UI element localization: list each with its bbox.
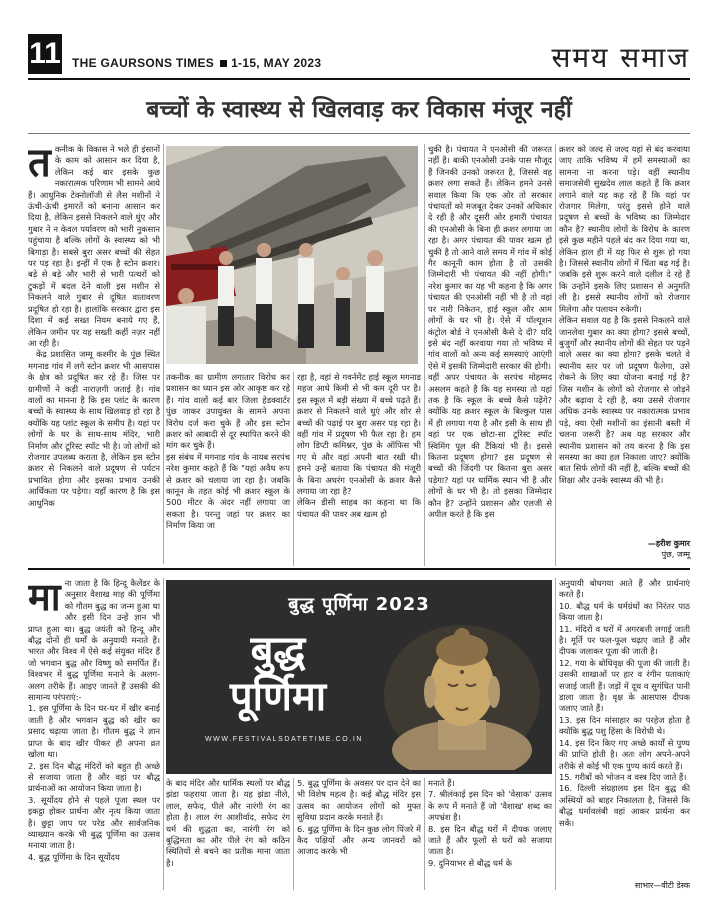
buddha-icon — [378, 620, 546, 770]
column-divider — [424, 144, 425, 566]
article1-col4-text: चुकी है। पंचायत ने एनओसी की जरूरत नहीं है। बाकी एनओसी उनके पास मौजूद हैं जिनकी उनको जरूरत है, जिससे वह क्रशर लगा सकते हैं। लेकिन हमने उनसे सवाल किया कि एक ओर तो सरकार पंचायतों को मजबूत देकर उनको अधिकार दे रही है और दूसरी ओर हमारी पंचायत की एनओसी के बिना ही क्रशर लगाया जा रहा है। अगर पंचायत की पावर खत्म हो चुकी है तो आने वाले समय में गांव में कोई गैर कानूनी काम होता है तो उसकी जिम्मेदारी भी पंचायत की नहीं होगी।" नरेश कुमार का यह भी कहना है कि अगर पंचायत की एनओसी नहीं भी है तो वहां पर नारी निकेतन, हाई स्कूल और आम लोगों के घर भी है। ऐसे में पॉल्यूशन कंट्रोल बोर्ड ने एनओसी कैसे दे दी? यदि इसे बंद नहीं करवाया गया तो भविष्य में गांव वालों को अन्य कई समस्याएं आएंगी ऐसे में इसकी जिम्मेदारी सरकार की होगी। वहीं अपर पंचायत के सरपंच मोहम्मद असलम कहते हैं कि यह समस्या तो यहां तक है कि स्कूल के बच्चे कैसे पढ़ेंगे? क्योंकि यह क्रशर स्कूल के बिल्कुल पास में ही लगाया गया है और इसी के साथ ही वहां पर एक छोटा-सा टूरिस्ट स्पॉट स्विमिंग पूल की टैंकियां भी है। इससे कितना प्रदूषण होगा? इस प्रदूषण से बच्चों की जिंदगी पर कितना बुरा असर पड़ेगा? यहां पर धार्मिक स्थान भी है और लोगों के घर भी है। तो इसका जिम्मेदार कौन है? उन्होंने प्रशासन और एलजी से अपील करते है कि इस — [428, 144, 552, 519]
header-divider — [28, 78, 690, 80]
article1-column-3 — [297, 372, 421, 566]
article1-column-5 — [559, 144, 690, 536]
page-number: 11 — [28, 34, 62, 74]
article2-column-3 — [297, 778, 421, 890]
article1-col1-text: कनीक के विकास ने भले ही इंसानों के काम को आसान कर दिया है, लेकिन कई बार इसके कुछ नकारात्मक परिणाम भी सामने आये हैं। आधुनिक टेक्नोलॉजी से लैस मशीनों ने ऊंची-ऊंची इमारतें को बनाना आसान कर दिया है, लेकिन इससे निकलने वाले धुंए और गुबार ने न केवल पर्यावरण को भारी नुकसान पहुंचाया है बल्कि लोगों के स्वास्थ्य को भी बिगाड़ा है। सबसे बुरा असर बच्चों की सेहत पर पड़ रहा है। इन्हीं में एक है स्टोन क्रशर। बड़े से बड़े और भारी से भारी पत्थरों को टुकड़ों में बदल देने वाली इस मशीन से निकलने वाले गुबार से दूषित वातावरण प्रदूषित हो रहा है। हालांकि सरकार द्वारा इस दिशा में कई सख्त नियम बनाये गए हैं, लेकिन जमीन पर यह सख्ती कहीं नज़र नहीं आ रही है। — [28, 144, 160, 348]
drop-cap: मा — [28, 578, 61, 619]
article1-column-1 — [28, 144, 160, 566]
square-bullet-icon — [220, 60, 227, 67]
banner-url: WWW.FESTIVALSDATETIME.CO.IN — [204, 736, 364, 743]
article-credit: साभार—वीटी डेस्क — [634, 881, 690, 890]
column-divider — [424, 778, 425, 890]
masthead — [72, 56, 321, 70]
photo-illustration — [166, 146, 418, 364]
article1-column-4 — [428, 144, 552, 566]
banner-line-2: पूर्णिमा — [229, 673, 327, 720]
article1-col5-text: क्रशर को जल्द से जल्द यहां से बंद करवाया जाए ताकि भविष्य में हमें समस्याओं का सामना ना करना पड़े। वहीं स्थानीय समाजसेवी सुखदेव लाल कहते हैं कि क्रशर लगाने वाले यह कह रहे हैं कि यहां पर रोजगार मिलेगा, परंतु इससे होने वाले प्रदूषण से बच्चों के भविष्य का जिम्मेदार कौन है? स्थानीय लोगों के विरोध के कारण इसे कुछ महीने पहले बंद कर दिया गया था, लेकिन हाल ही में यह फिर से शुरू हो गया है। जिससे स्थानीय लोगों में चिंता बढ़ गई है। जबकि इसे शुरू करने वाले दलील दे रहे हैं कि उन्होंने इसके लिए प्रशासन से अनुमति ली है। इससे स्थानीय लोगों को रोजगार मिलेगा और पलायन रुकेगी। लेकिन सवाल यह है कि इससे निकलने वाले जानलेवा गुबार का क्या होगा? इससे बच्चों, बुजुर्गों और स्थानीय लोगों की सेहत पर पड़ने वाले असर का क्या होगा? इसके चलते वे स्थानीय स्तर पर जो प्रदूषण फैलेगा, उसे रोकने के लिए क्या योजना बनाई गई है? जिस मशीन के लोगों को रोजगार से जोड़ने और बढ़ावा दे रही है, क्या उससे रोजगार अधिक उनके स्वास्थ्य पर नकारात्मक प्रभाव पड़े, क्या ऐसी मशीनों का इंसानी बस्ती में चलना जरूरी है? अब यह सरकार और स्थानीय प्रशासन को तय करना है कि इस समस्या का क्या हल निकाला जाए? क्योंकि बात सिर्फ लोगों की नहीं है, बल्कि बच्चों की शिक्षा और उनके स्वास्थ्य की भी है। — [559, 144, 690, 485]
author-byline — [556, 538, 690, 560]
column-divider — [555, 144, 556, 566]
article2-column-4 — [428, 778, 552, 890]
headline-divider — [28, 133, 690, 134]
author-place: पुंछ, जम्मू — [661, 550, 690, 559]
banner-headline — [188, 628, 368, 720]
article-headline: बच्चों के स्वास्थ्य से खिलवाड़ कर विकास मंजूर नहीं — [146, 97, 572, 123]
drop-cap: त — [28, 144, 51, 186]
column-divider — [163, 144, 164, 564]
article1-column-2 — [166, 372, 290, 566]
paper-name: THE GAURSONS TIMES — [72, 56, 215, 70]
article2-col3-text: 5. बुद्ध पूर्णिमा के अवसर पर दान देने का भी विशेष महत्व है। कई बौद्ध मंदिर इस उत्सव का आयोजन लोगों को मुफ्त सुविधा प्रदान करके मनाते हैं। 6. बुद्ध पूर्णिमा के दिन कुछ लोग पिंजरे में कैद पक्षियों और अन्य जानवरों को आजाद करके भी — [297, 778, 421, 857]
column-divider — [293, 778, 294, 890]
article1-col3-text: रहा है, वहां से गवर्नमेंट हाई स्कूल मगनाड महज आधे किमी से भी कम दूरी पर है। इस स्कूल में बड़ी संख्या में बच्चे पढ़ते हैं। क्रशर से निकलने वाले धुएं और शोर से बच्चों की पढ़ाई पर बुरा असर पड़ रहा है। वहीं गांव में प्रदूषण भी फैल रहा है। हम लोग डिप्टी कमिश्नर, पुंछ के ऑफिस भी गए थे और वहां अपनी बात रखी थी। हमने उन्हें बताया कि पंचायत की मंजूरी के बिना अधरंग एनओसी के क्रशर कैसे लगाया जा रहा है? लेकिन डीसी साहब का कहना था कि पंचायत की पावर अब खत्म हो — [297, 372, 421, 519]
banner-line-1: बुद्ध — [250, 627, 306, 674]
column-divider — [555, 578, 556, 890]
column-divider — [163, 578, 164, 890]
article2-column-1 — [28, 578, 160, 892]
section-divider — [28, 568, 690, 570]
article2-col5-text: अनुयायी बोधगया आते हैं और प्रार्थनाएं करते हैं। 10. बौद्ध धर्म के धर्मग्रंथों का निरंतर पाठ किया जाता है। 11. मंदिरों व घरों में अगरबत्ती लगाई जाती है। मूर्ति पर फल-फूल चढ़ाए जाते हैं और दीपक जलाकर पूजा की जाती है। 12. गया के बोधिवृक्ष की पूजा की जाती है। उसकी शाखाओं पर हार व रंगीन पताकाएं सजाई जाती हैं। जड़ों में दूध व सुगंधित पानी डाला जाता है। वृक्ष के आसपास दीपक जलाए जाते हैं। 13. इस दिन मांसाहार का परहेज होता है क्योंकि बुद्ध पशु हिंसा के विरोधी थे। 14. इस दिन किए गए अच्छे कार्यों से पुण्य की प्राप्ति होती है। अतः लोग अपने-अपने तरीके से कोई भी एक पुण्य कार्य करते हैं। 15. गरीबों को भोजन व वस्त्र दिए जाते हैं। 16. दिल्ली संग्रहालय इस दिन बुद्ध की अस्थियों को बाहर निकालता है, जिससे कि बौद्ध धर्मावलंबी वहां आकर प्रार्थना कर सकें। — [559, 578, 690, 828]
article2-column-5 — [559, 578, 690, 878]
article1-col1b-text: केंद्र प्रशासित जम्मू कश्मीर के पुंछ स्थित मगनाड गांव में लगे स्टोन क्रशर भी आसपास के क्षेत्र को प्रदूषित कर रहे हैं। जिस पर ग्रामीणों ने कड़ी नाराज़गी जताई है। गांव वालों का मानना है कि इस प्लांट के कारण बच्चों के स्वास्थ्य के साथ खिलवाड़ हो रहा है क्योंकि यह प्लांट स्कूल के समीप है। यहां पर लोगों के घर के साथ-साथ मंदिर, भारी निर्माण और टूरिस्ट स्पॉट भी है। जो लोगों को रोजगार उपलब्ध कराता है, लेकिन इस स्टोन क्रशर से निकलने वाले प्रदूषण से पर्यटन प्रभावित होगा और इसका प्रभाव उनकी आर्थिकता पर पड़ेगा। यहाँ कारण है कि इस आधुनिक — [28, 349, 160, 508]
article2-col2-text: के बाद मंदिर और धार्मिक स्थलों पर बौद्ध झंडा फहराया जाता है। यह झंडा नीले, लाल, सफेद, पीले और नारंगी रंग का होता है। लाल रंग आशीर्वाद, सफेद रंग धर्म की शुद्धता का, नारंगी रंग को बुद्धिमता का और पीले रंग को कठिन स्थितियों से बचने का प्रतीक माना जाता है। — [166, 778, 290, 868]
article2-col1-text: ना जाता है कि हिन्दू कैलेंडर के अनुसार वैशाख माह की पूर्णिमा को गौतम बुद्ध का जन्म हुआ था और इसी दिन उन्हें ज्ञान भी प्राप्त हुआ था। बुद्ध जयंती को हिन्दू और बौद्ध दोनों ही धर्मों के अनुयायी मनाते हैं। भारत और विश्व में ऐसे कई संयुक्त मंदिर हैं जो भगवान बुद्ध और विष्णु को समर्पित हैं। विश्वभर में बुद्ध पूर्णिमा मनाने के अलग-अलग तरीके हैं। आइए जानते हैं उसकी की सामान्य परंपराएं:- 1. इस पूर्णिमा के दिन घर-घर में खीर बनाई जाती है और भगवान बुद्ध को खीर का प्रसाद चढ़ाया जाता है। गौतम बुद्ध ने ज्ञान प्राप्त के बाद खीर पीकर ही अपना व्रत खोला था। 2. इस दिन बौद्ध मंदिरों को बहुत ही अच्छे से सजाया जाता है और वहां पर बौद्ध प्रार्थनाओं का आयोजन किया जाता है। 3. सूर्योदय होने से पहले पूजा स्थल पर इकट्ठा होकर प्रार्थना और नृत्य किया जाता है। छुट्टा जाप पर परेड और सार्वजनिक व्याख्यान करके भी बुद्ध पूर्णिमा का उत्सव मनाया जाता है। 4. बुद्ध पूर्णिमा के दिन सूर्योदय — [28, 578, 160, 862]
column-divider — [293, 372, 294, 566]
section-title: समय समाज — [551, 41, 690, 74]
author-name: —हरीश कुमार — [647, 539, 690, 548]
article1-col2-text: तकनीक का ग्रामीण लगातार विरोध कर प्रशासन का ध्यान इस ओर आकृष्ट कर रहे हैं। गांव वालों कई बार जिला हेडक्वार्टर पुंछ जाकर उपायुक्त के सामने अपना विरोध दर्ज करा चुके हैं और इस स्टोन क्रशर को आबादी से दूर स्थापित करने की मांग कर चुके हैं। इस संबंध में मगनाड गांव के नायब सरपंच नरेश कुमार कहते हैं कि "यहां अवैध रूप से क्रशर को चलाया जा रहा है। जबकि कानून के तहत कोई भी क्रशर स्कूल के 500 मीटर के अंदर नहीं लगाया जा सकता है। परन्तु जहां पर क्रशर का निर्माण किया जा — [166, 372, 290, 531]
stone-crusher-photo — [166, 146, 418, 364]
article2-col4-text: मनाते हैं। 7. श्रीलंकाई इस दिन को 'वेसाक' उत्सव के रूप में मनाते हैं जो 'वैशाख' शब्द का अपभ्रंश है। 8. इस दिन बौद्ध घरों में दीपक जलाए जाते हैं और फूलों से घरों को सजाया जाता है। 9. दुनियाभर से बौद्ध धर्म के — [428, 778, 552, 868]
article2-column-2 — [166, 778, 290, 890]
banner-title: बुद्ध पूर्णिमा 2023 — [288, 594, 430, 615]
buddha-purnima-banner — [166, 580, 552, 774]
issue-date: 1-15, MAY 2023 — [231, 56, 322, 70]
